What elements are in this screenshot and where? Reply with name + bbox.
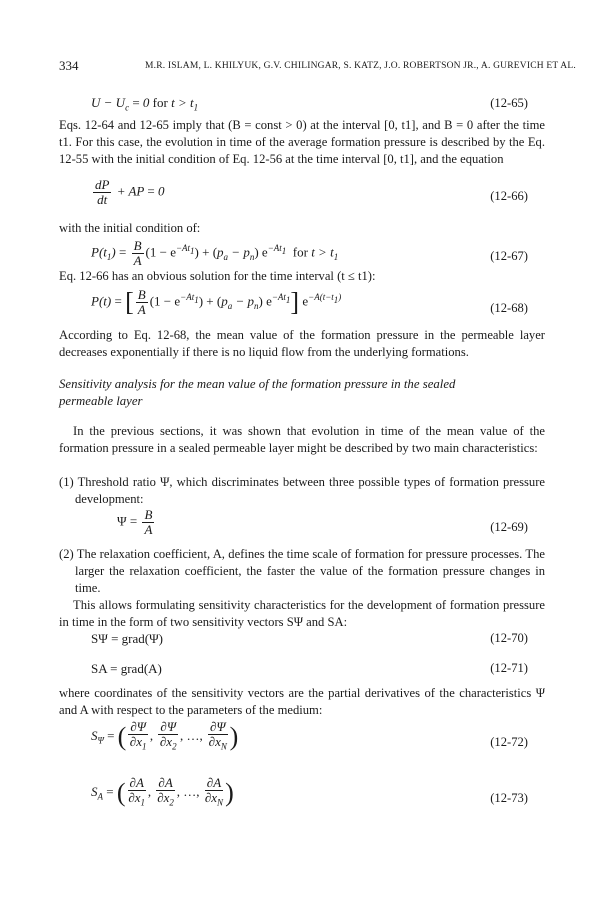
running-head: M.R. ISLAM, L. KHILYUK, G.V. CHILINGAR, S. KATZ, J.O. ROBERTSON JR., A. GUREVICH ET AL. — [145, 61, 576, 71]
page-number: 334 — [59, 58, 79, 73]
equation-12-66: $\frac{dP}{dt}$ + AP = 0 — [95, 177, 165, 207]
equation-number: (12-65) — [490, 96, 528, 110]
equation-number: (12-67) — [490, 249, 528, 263]
equation-number: (12-73) — [490, 791, 528, 805]
equation-12-71: SA = grad(A) — [91, 661, 162, 676]
paragraph: According to Eq. 12-68, the mean value of the formation pressure in the permeable layer decreases exponentially if there is no liquid flow from the underlying formations. — [59, 328, 545, 359]
list-item: (2) The relaxation coefficient, A, defines the time scale of formation for pressure processes. The larger the relaxation coefficient, the faster the value of the formation pressure changes in time. — [59, 547, 545, 595]
list-item: (1) Threshold ratio Ψ, which discriminates between three possible types of formation pressure development: — [59, 475, 545, 506]
paragraph: Eq. 12-66 has an obvious solution for the time interval (t ≤ t1): — [59, 269, 376, 283]
paragraph: where coordinates of the sensitivity vectors are the partial derivatives of the characteristics Ψ and A with respect to the parameters of the medium: — [59, 686, 545, 717]
equation-number: (12-72) — [490, 735, 528, 749]
equation-12-69: Ψ = $\frac{B}{A}$ — [117, 507, 153, 537]
paragraph: In the previous sections, it was shown that evolution in time of the mean value of the formation pressure in a sealed permeable layer might be described by two main characteristics: — [59, 424, 545, 455]
equation-number: (12-71) — [490, 661, 528, 675]
equation-12-67: $P(t_1)$ = $\frac{B}{A}$ $(1 - e^{-At_1}) + (p_a - p_n)$ $e^{-At_1}$ for $t > t_1$ — [91, 238, 339, 268]
section-heading: Sensitivity analysis for the mean value of the formation pressure in the sealed permeable layer — [59, 377, 456, 408]
equation-number: (12-66) — [490, 189, 528, 203]
equation-number: (12-68) — [490, 301, 528, 315]
paragraph: with the initial condition of: — [59, 221, 201, 235]
equation-12-73: $S_A$ = ( $\frac{\partial A}{\partial x_1}$ , $\frac{\partial A}{\partial x_2}$ , …, $\frac{\partial A}{\partial x_N}$ ) — [91, 775, 234, 808]
paragraph: This allows formulating sensitivity characteristics for the development of formation pressure in time in the form of two sensitivity vectors SΨ and SA: — [59, 598, 545, 629]
equation-12-72: $S_\Psi$ = ( $\frac{\partial\Psi}{\partial x_1}$ , $\frac{\partial\Psi}{\partial x_2}$ , …, $\frac{\partial\Psi}{\partial x_N}$ ) — [91, 719, 239, 752]
equation-12-65: $U - U_c = 0$ for $t > t_1$ — [91, 95, 199, 113]
equation-12-70: SΨ = grad(Ψ) — [91, 631, 164, 646]
equation-12-68: P(t) = [ $\frac{B}{A}$ $(1 - e^{-At_1}) + (p_a - p_n)$ $e^{-At_1}$] $e^{-A(t-t_1)}$ — [91, 287, 342, 317]
paragraph: Eqs. 12-64 and 12-65 imply that (B = const > 0) at the interval [0, t1], and B = 0 after the time t1. For this case, the evolution in time of the average formation pressure is described by the Eq. 12-55 with the initial condition of Eq. 12-56 at the time interval [0, t1], and the equation — [59, 118, 545, 166]
equation-number: (12-70) — [490, 631, 528, 645]
equation-number: (12-69) — [490, 520, 528, 534]
